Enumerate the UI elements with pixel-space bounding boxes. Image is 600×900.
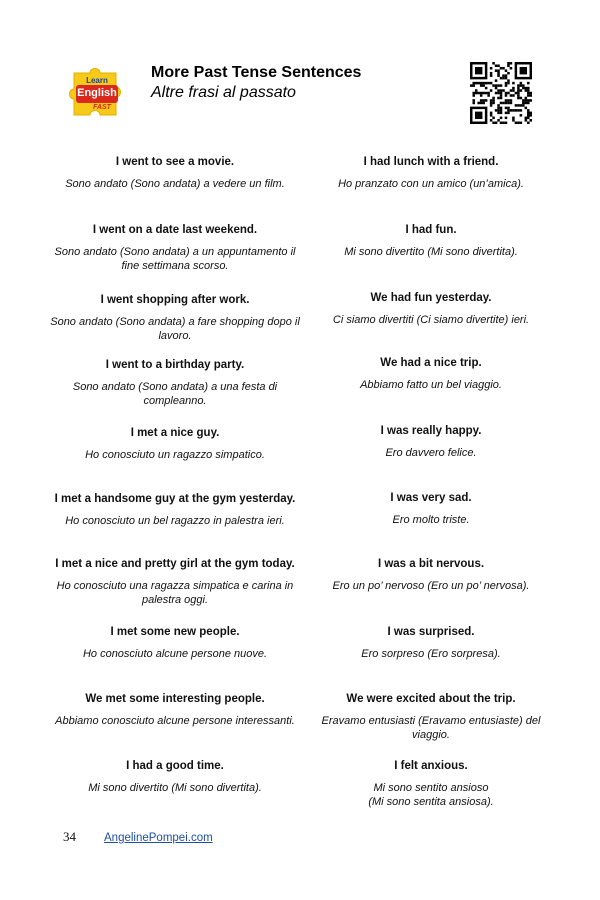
english-sentence: We met some interesting people. bbox=[85, 693, 265, 705]
english-sentence: We were excited about the trip. bbox=[346, 693, 516, 705]
english-sentence: We had fun yesterday. bbox=[370, 292, 492, 304]
logo-line1: Learn bbox=[86, 76, 108, 85]
english-sentence: I met a nice guy. bbox=[130, 427, 220, 439]
sentence-pair bbox=[301, 625, 561, 662]
logo-line3: FAST bbox=[93, 104, 111, 111]
english-sentence: I was surprised. bbox=[387, 626, 475, 638]
italian-translation: Mi sono sentito ansioso (Mi sono sentita ansiosa). bbox=[368, 782, 494, 808]
logo-line2: English bbox=[77, 87, 117, 99]
italian-translation: Sono andato (Sono andata) a vedere un film. bbox=[65, 178, 285, 190]
sentence-pair bbox=[45, 293, 305, 343]
italian-translation: Ero sorpreso (Ero sorpresa). bbox=[361, 648, 501, 660]
learn-english-fast-logo bbox=[66, 63, 130, 121]
english-sentence: I went shopping after work. bbox=[100, 294, 250, 306]
qr-code-icon bbox=[470, 62, 532, 124]
english-sentence: I went to a birthday party. bbox=[105, 359, 245, 371]
sentence-pair bbox=[301, 557, 561, 594]
english-sentence: I had fun. bbox=[405, 224, 457, 236]
sentence-pair bbox=[301, 223, 561, 260]
italian-translation: Ero un po’ nervoso (Ero un po’ nervosa). bbox=[332, 580, 530, 592]
sentence-pair bbox=[301, 424, 561, 461]
italian-translation: Abbiamo fatto un bel viaggio. bbox=[360, 379, 502, 391]
italian-translation: Abbiamo conosciuto alcune persone interessanti. bbox=[55, 715, 295, 727]
sentence-pair bbox=[301, 356, 561, 393]
sentence-pair bbox=[45, 692, 305, 729]
sentence-pair bbox=[301, 291, 561, 328]
italian-translation: Ero davvero felice. bbox=[385, 447, 477, 459]
english-sentence: I went to see a movie. bbox=[115, 156, 235, 168]
sentence-pair bbox=[45, 155, 305, 192]
italian-translation: Ho conosciuto una ragazza simpatica e carina in palestra oggi. bbox=[56, 580, 294, 606]
english-sentence: I met a nice and pretty girl at the gym today. bbox=[55, 558, 295, 570]
sentence-pair bbox=[45, 492, 305, 529]
sentence-pair bbox=[45, 358, 305, 408]
english-sentence: I was really happy. bbox=[380, 425, 482, 437]
english-sentence: I went on a date last weekend. bbox=[92, 224, 258, 236]
english-sentence: I had a good time. bbox=[126, 760, 224, 772]
italian-translation: Ero molto triste. bbox=[392, 514, 470, 526]
sentence-pair bbox=[45, 625, 305, 662]
italian-translation: Eravamo entusiasti (Eravamo entusiaste) del viaggio. bbox=[321, 715, 541, 741]
italian-translation: Mi sono divertito (Mi sono divertita). bbox=[344, 246, 518, 258]
sentence-pair bbox=[45, 223, 305, 273]
sentence-pair bbox=[301, 759, 561, 809]
italian-translation: Ho conosciuto un ragazzo simpatico. bbox=[85, 449, 265, 461]
sentence-pair bbox=[301, 692, 561, 742]
italian-translation: Sono andato (Sono andata) a una festa di compleanno. bbox=[72, 381, 278, 407]
italian-translation: Sono andato (Sono andata) a fare shopping dopo il lavoro. bbox=[50, 316, 300, 342]
italian-translation: Mi sono divertito (Mi sono divertita). bbox=[88, 782, 262, 794]
sentence-pair bbox=[45, 759, 305, 796]
page-title: More Past Tense Sentences bbox=[151, 64, 362, 81]
header bbox=[151, 63, 361, 103]
english-sentence: I felt anxious. bbox=[394, 760, 468, 772]
website-link[interactable]: AngelinePompei.com bbox=[104, 832, 213, 844]
sentence-pair bbox=[45, 426, 305, 463]
sentence-pair bbox=[301, 155, 561, 192]
english-sentence: I was very sad. bbox=[390, 492, 472, 504]
italian-translation: Sono andato (Sono andata) a un appuntamento il fine settimana scorso. bbox=[54, 246, 296, 272]
italian-translation: Ho conosciuto alcune persone nuove. bbox=[82, 648, 268, 660]
english-sentence: I met a handsome guy at the gym yesterday. bbox=[54, 493, 296, 505]
english-sentence: I had lunch with a friend. bbox=[363, 156, 499, 168]
page-subtitle: Altre frasi al passato bbox=[151, 84, 296, 101]
italian-translation: Ho pranzato con un amico (un’amica). bbox=[338, 178, 524, 190]
page-number: 34 bbox=[63, 829, 76, 844]
sentence-pair bbox=[45, 557, 305, 607]
sentence-pair bbox=[301, 491, 561, 528]
italian-translation: Ho conosciuto un bel ragazzo in palestra ieri. bbox=[65, 515, 285, 527]
italian-translation: Ci siamo divertiti (Ci siamo divertite) ieri. bbox=[332, 314, 530, 326]
english-sentence: I was a bit nervous. bbox=[377, 558, 485, 570]
english-sentence: I met some new people. bbox=[110, 626, 240, 638]
english-sentence: We had a nice trip. bbox=[380, 357, 482, 369]
